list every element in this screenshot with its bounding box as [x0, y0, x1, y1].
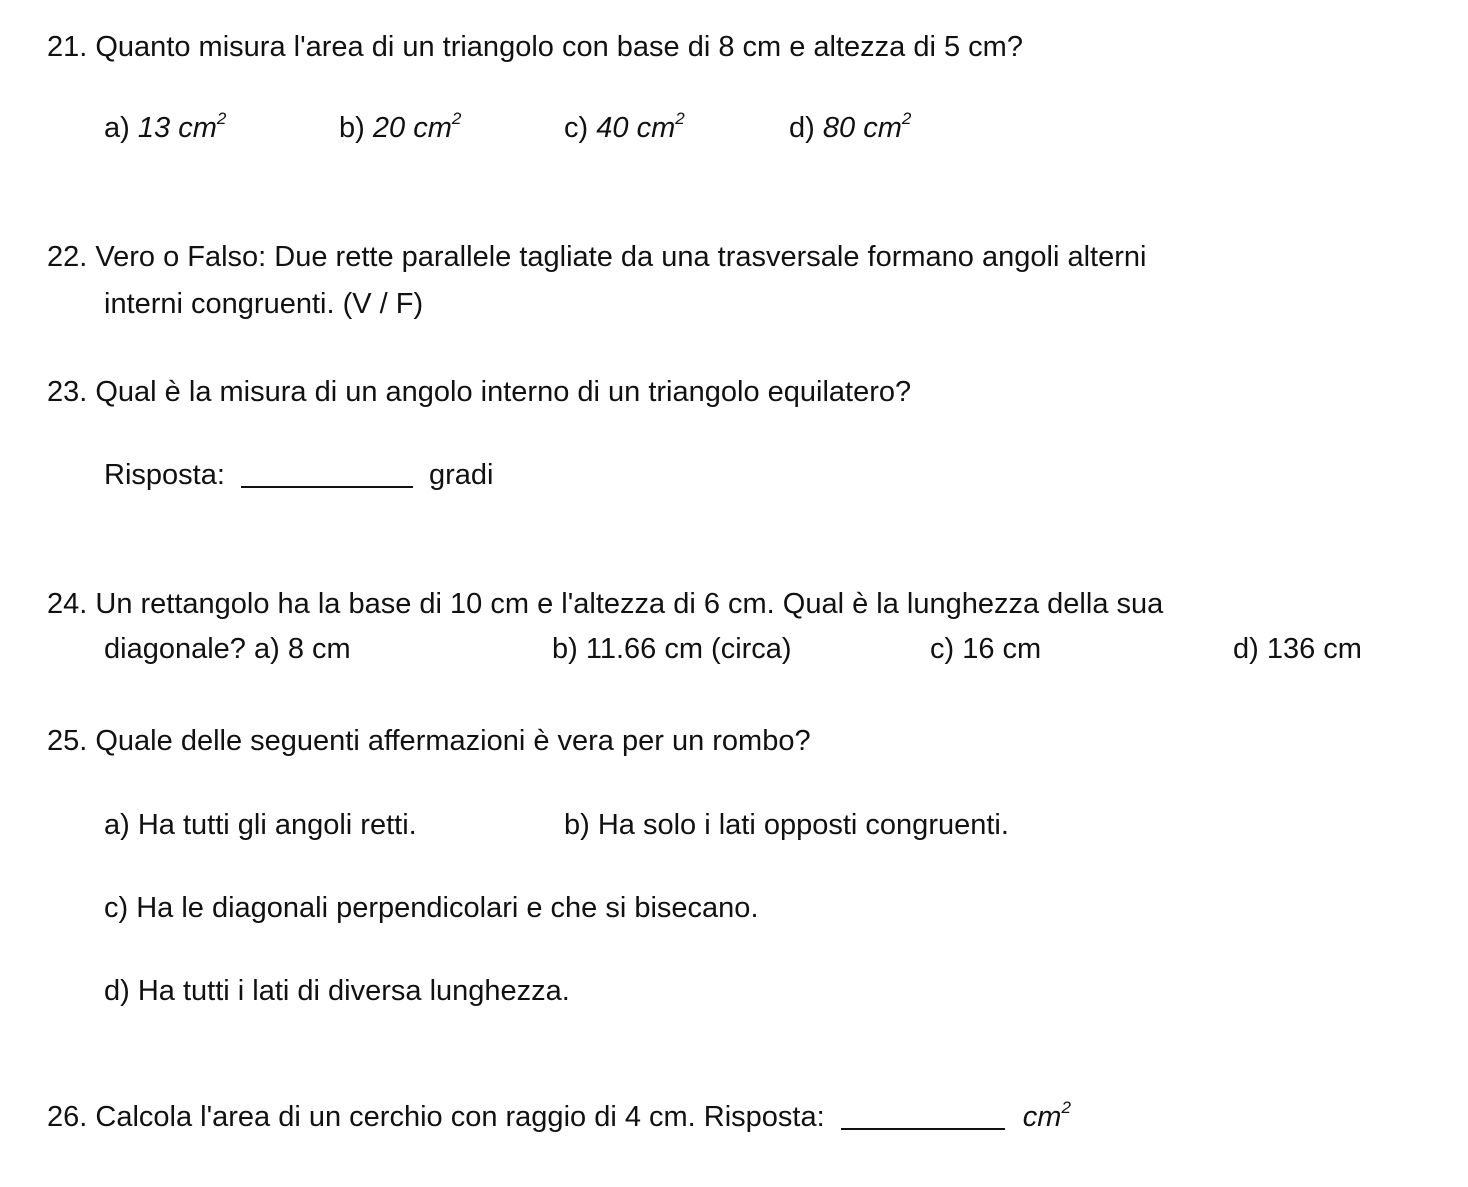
q21-option-d-value: 80 — [822, 112, 856, 144]
q21-option-d-letter: d) — [789, 112, 815, 144]
question-26-line — [47, 1098, 1071, 1133]
q24-option-b: b) 11.66 cm (circa) — [552, 633, 792, 665]
q21-option-c-exponent: 2 — [675, 109, 685, 128]
q23-answer-line — [104, 461, 494, 490]
q21-option-a-unit: cm — [178, 112, 217, 144]
question-26-text: 26. Calcola l'area di un cerchio con raggio di 4 cm. Risposta: — [47, 1101, 825, 1133]
q21-option-b — [339, 109, 462, 144]
q25-option-c: c) Ha le diagonali perpendicolari e che si bisecano. — [104, 892, 759, 924]
q24-line2-start: diagonale? a) 8 cm — [104, 633, 351, 665]
q21-option-c-unit: cm — [636, 112, 676, 144]
question-22-line2: interni congruenti. (V / F) — [104, 288, 424, 320]
q23-answer-blank[interactable] — [241, 485, 413, 488]
q21-option-d-unit: cm — [863, 112, 902, 144]
q25-option-b: b) Ha solo i lati opposti congruenti. — [564, 809, 1009, 841]
q25-option-a: a) Ha tutti gli angoli retti. — [104, 809, 417, 841]
q21-option-c-value: 40 — [596, 112, 629, 144]
q24-option-d: d) 136 cm — [1233, 633, 1362, 665]
q24-option-c: c) 16 cm — [930, 633, 1042, 665]
q21-option-b-letter: b) — [339, 112, 365, 144]
question-21-text: 21. Quanto misura l'area di un triangolo con base di 8 cm e altezza di 5 cm? — [47, 31, 1023, 63]
q26-answer-exponent: 2 — [1061, 1098, 1071, 1117]
q21-option-a-exponent: 2 — [216, 109, 227, 128]
question-22-line1: 22. Vero o Falso: Due rette parallele tagliate da una trasversale formano angoli alterni — [47, 241, 1147, 273]
question-23-text: 23. Qual è la misura di un angolo interno di un triangolo equilatero? — [47, 376, 912, 408]
q23-answer-label: Risposta: — [104, 459, 225, 491]
q25-option-d: d) Ha tutti i lati di diversa lunghezza. — [104, 975, 570, 1007]
q23-answer-unit: gradi — [429, 459, 494, 491]
q21-option-d-exponent: 2 — [901, 109, 912, 128]
q21-option-d — [789, 109, 912, 144]
q21-option-a-value: 13 — [137, 112, 171, 144]
q21-option-b-value: 20 — [372, 112, 406, 144]
q21-option-a — [104, 109, 227, 144]
q26-answer-blank[interactable] — [841, 1127, 1005, 1130]
q21-option-b-unit: cm — [413, 112, 452, 144]
question-25-text: 25. Quale delle seguenti affermazioni è vera per un rombo? — [47, 725, 811, 757]
q21-option-c-letter: c) — [564, 112, 589, 144]
question-24-line1: 24. Un rettangolo ha la base di 10 cm e l'altezza di 6 cm. Qual è la lunghezza della sua — [47, 588, 1164, 620]
q21-option-b-exponent: 2 — [451, 109, 462, 128]
q26-answer-unit: cm — [1022, 1101, 1062, 1133]
q21-option-a-letter: a) — [104, 112, 130, 144]
q21-option-c — [564, 109, 685, 144]
